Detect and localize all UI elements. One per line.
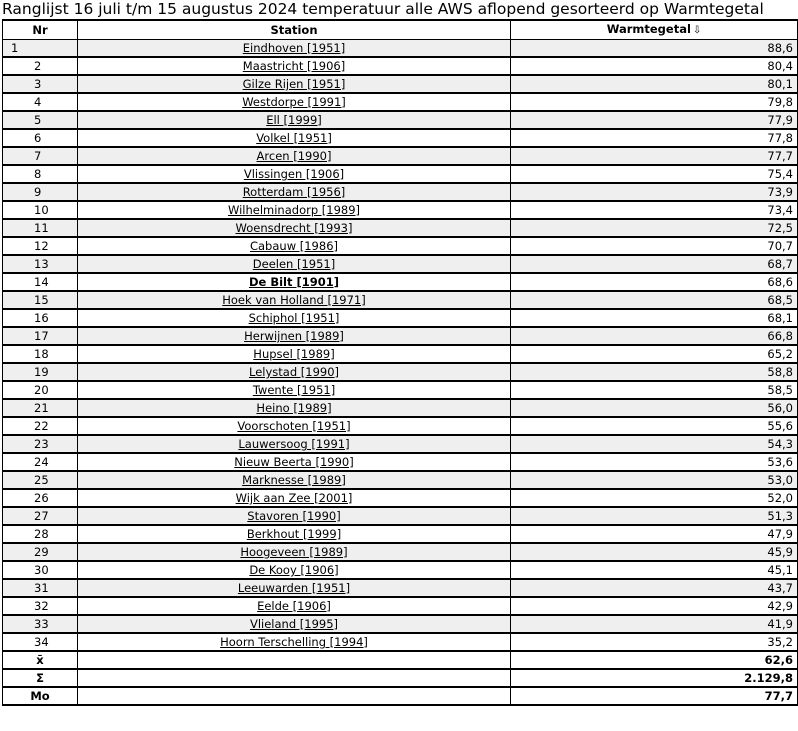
warmtegetal-cell: 68,5: [511, 291, 798, 309]
rank-cell: 32: [3, 597, 78, 615]
station-link[interactable]: Herwijnen [1989]: [244, 329, 344, 343]
warmtegetal-cell: 53,6: [511, 453, 798, 471]
rank-cell: 10: [3, 201, 78, 219]
header-row: [3, 20, 798, 40]
station-link[interactable]: Maastricht [1906]: [242, 59, 346, 73]
table-row: [3, 40, 798, 58]
station-cell: [78, 345, 511, 363]
warmtegetal-cell: 75,4: [511, 165, 798, 183]
summary-value: 62,6: [511, 651, 798, 669]
rank-cell: 2: [3, 57, 78, 75]
warmtegetal-cell: 43,7: [511, 579, 798, 597]
station-cell: [78, 615, 511, 633]
rank-cell: 31: [3, 579, 78, 597]
station-cell: [78, 183, 511, 201]
table-row: [3, 237, 798, 255]
station-link[interactable]: Eelde [1906]: [257, 599, 331, 613]
station-link[interactable]: Berkhout [1999]: [246, 527, 342, 541]
station-cell: [78, 273, 511, 291]
station-cell: [78, 165, 511, 183]
rank-cell: 18: [3, 345, 78, 363]
rank-cell: 26: [3, 489, 78, 507]
station-link[interactable]: Hupsel [1989]: [253, 347, 335, 361]
station-link[interactable]: Ell [1999]: [266, 113, 322, 127]
station-cell: [78, 57, 511, 75]
warmtegetal-cell: 47,9: [511, 525, 798, 543]
warmtegetal-cell: 68,6: [511, 273, 798, 291]
warmtegetal-cell: 73,4: [511, 201, 798, 219]
station-cell: [78, 381, 511, 399]
rank-cell: 22: [3, 417, 78, 435]
warmtegetal-cell: 55,6: [511, 417, 798, 435]
station-cell: [78, 201, 511, 219]
station-link[interactable]: Wilhelminadorp [1989]: [227, 203, 361, 217]
table-row: [3, 273, 798, 291]
table-row: [3, 399, 798, 417]
table-row: [3, 363, 798, 381]
station-cell: [78, 453, 511, 471]
rank-cell: 25: [3, 471, 78, 489]
rank-cell: 5: [3, 111, 78, 129]
station-link[interactable]: Vlieland [1995]: [249, 617, 339, 631]
station-cell: [78, 237, 511, 255]
station-cell: [78, 291, 511, 309]
station-link[interactable]: Hoogeveen [1989]: [240, 545, 348, 559]
warmtegetal-cell: 79,8: [511, 93, 798, 111]
page-title: Ranglijst 16 juli t/m 15 augustus 2024 temperatuur alle AWS aflopend gesorteerd op Warmtegetal: [2, 0, 764, 18]
station-cell: [78, 561, 511, 579]
station-cell: [78, 597, 511, 615]
station-cell: [78, 417, 511, 435]
table-row: [3, 507, 798, 525]
rank-cell: 19: [3, 363, 78, 381]
station-cell: [78, 525, 511, 543]
table-row: [3, 165, 798, 183]
summary-value: 77,7: [511, 687, 798, 705]
rank-cell: 28: [3, 525, 78, 543]
station-cell: [78, 93, 511, 111]
warmtegetal-cell: 77,8: [511, 129, 798, 147]
rank-cell: 3: [3, 75, 78, 93]
summary-label: x̄: [3, 651, 78, 669]
rank-cell: 1: [3, 40, 78, 58]
rank-cell: 16: [3, 309, 78, 327]
rank-cell: 4: [3, 93, 78, 111]
station-cell: [78, 471, 511, 489]
rank-cell: 30: [3, 561, 78, 579]
rank-cell: 11: [3, 219, 78, 237]
warmtegetal-cell: 77,7: [511, 147, 798, 165]
station-cell: [78, 219, 511, 237]
station-link[interactable]: Hoorn Terschelling [1994]: [220, 635, 368, 649]
station-link[interactable]: Rotterdam [1956]: [242, 185, 346, 199]
warmtegetal-cell: 73,9: [511, 183, 798, 201]
table-row: [3, 183, 798, 201]
station-cell: [78, 129, 511, 147]
table-row: [3, 579, 798, 597]
station-cell: [78, 633, 511, 651]
warmtegetal-cell: 77,9: [511, 111, 798, 129]
ranking-table: [2, 19, 798, 706]
table-row: [3, 75, 798, 93]
summary-empty-cell: [78, 651, 511, 669]
summary-label: Mo: [3, 687, 78, 705]
table-row: [3, 57, 798, 75]
rank-cell: 6: [3, 129, 78, 147]
station-link[interactable]: Cabauw [1986]: [249, 239, 338, 253]
warmtegetal-cell: 66,8: [511, 327, 798, 345]
warmtegetal-cell: 58,8: [511, 363, 798, 381]
table-row: [3, 147, 798, 165]
station-link[interactable]: Schiphol [1951]: [248, 311, 340, 325]
table-row: [3, 309, 798, 327]
table-row: [3, 615, 798, 633]
station-link[interactable]: Marknesse [1989]: [242, 473, 346, 487]
table-row: [3, 381, 798, 399]
station-link[interactable]: Heino [1989]: [256, 401, 332, 415]
rank-cell: 21: [3, 399, 78, 417]
table-row: [3, 327, 798, 345]
table-row: [3, 489, 798, 507]
station-link[interactable]: Westdorpe [1991]: [242, 95, 346, 109]
warmtegetal-cell: 53,0: [511, 471, 798, 489]
column-header-warmtegetal[interactable]: [511, 20, 798, 40]
station-cell: [78, 147, 511, 165]
rank-cell: 34: [3, 633, 78, 651]
station-link[interactable]: Twente [1951]: [252, 383, 336, 397]
warmtegetal-cell: 65,2: [511, 345, 798, 363]
warmtegetal-cell: 80,4: [511, 57, 798, 75]
warmtegetal-cell: 72,5: [511, 219, 798, 237]
warmtegetal-cell: 45,9: [511, 543, 798, 561]
station-cell: [78, 543, 511, 561]
table-row: [3, 345, 798, 363]
station-cell: [78, 255, 511, 273]
station-cell: [78, 40, 511, 58]
table-row: [3, 255, 798, 273]
warmtegetal-cell: 41,9: [511, 615, 798, 633]
table-row: [3, 219, 798, 237]
table-row: [3, 525, 798, 543]
rank-cell: 9: [3, 183, 78, 201]
station-cell: [78, 75, 511, 93]
station-link[interactable]: Lelystad [1990]: [248, 365, 340, 379]
table-row: [3, 111, 798, 129]
rank-cell: 15: [3, 291, 78, 309]
rank-cell: 33: [3, 615, 78, 633]
table-row: [3, 291, 798, 309]
summary-row-mean: [3, 651, 798, 669]
summary-row-mode: [3, 687, 798, 705]
station-link[interactable]: De Kooy [1906]: [249, 563, 339, 577]
station-link[interactable]: Vlissingen [1906]: [243, 167, 345, 181]
sort-descending-icon: ⇩: [692, 25, 702, 36]
summary-empty-cell: [78, 669, 511, 687]
station-link[interactable]: Volkel [1951]: [256, 131, 332, 145]
station-link[interactable]: Voorschoten [1951]: [237, 419, 351, 433]
station-cell: [78, 327, 511, 345]
rank-cell: 17: [3, 327, 78, 345]
rank-cell: 14: [3, 273, 78, 291]
rank-cell: 27: [3, 507, 78, 525]
table-row: [3, 93, 798, 111]
warmtegetal-cell: 70,7: [511, 237, 798, 255]
rank-cell: 20: [3, 381, 78, 399]
station-cell: [78, 435, 511, 453]
table-row: [3, 471, 798, 489]
table-row: [3, 129, 798, 147]
warmtegetal-cell: 58,5: [511, 381, 798, 399]
table-row: [3, 435, 798, 453]
station-cell: [78, 489, 511, 507]
station-link[interactable]: Gilze Rijen [1951]: [242, 77, 346, 91]
rank-cell: 8: [3, 165, 78, 183]
rank-cell: 7: [3, 147, 78, 165]
warmtegetal-cell: 42,9: [511, 597, 798, 615]
station-link[interactable]: Stavoren [1990]: [247, 509, 341, 523]
station-cell: [78, 507, 511, 525]
warmtegetal-cell: 45,1: [511, 561, 798, 579]
rank-cell: 12: [3, 237, 78, 255]
station-link[interactable]: Wijk aan Zee [2001]: [235, 491, 353, 505]
summary-value: 2.129,8: [511, 669, 798, 687]
station-link[interactable]: Hoek van Holland [1971]: [222, 293, 366, 307]
station-link[interactable]: Arcen [1990]: [256, 149, 332, 163]
station-cell: [78, 309, 511, 327]
rank-cell: 29: [3, 543, 78, 561]
column-header-warmtegetal-label: Warmtegetal: [606, 22, 691, 36]
table-row: [3, 561, 798, 579]
warmtegetal-cell: 51,3: [511, 507, 798, 525]
table-row: [3, 417, 798, 435]
station-cell: [78, 363, 511, 381]
table-row: [3, 597, 798, 615]
table-row: [3, 453, 798, 471]
station-link[interactable]: Eindhoven [1951]: [242, 41, 346, 55]
warmtegetal-cell: 68,7: [511, 255, 798, 273]
table-row: [3, 201, 798, 219]
warmtegetal-cell: 88,6: [511, 40, 798, 58]
rank-cell: 24: [3, 453, 78, 471]
station-link[interactable]: De Bilt [1901]: [248, 275, 340, 289]
station-cell: [78, 111, 511, 129]
station-link[interactable]: Woensdrecht [1993]: [235, 221, 353, 235]
warmtegetal-cell: 54,3: [511, 435, 798, 453]
station-cell: [78, 579, 511, 597]
warmtegetal-cell: 35,2: [511, 633, 798, 651]
warmtegetal-cell: 80,1: [511, 75, 798, 93]
rank-cell: 13: [3, 255, 78, 273]
column-header-nr[interactable]: Nr: [3, 20, 78, 40]
warmtegetal-cell: 68,1: [511, 309, 798, 327]
column-header-station[interactable]: Station: [78, 20, 511, 40]
summary-empty-cell: [78, 687, 511, 705]
station-link[interactable]: Nieuw Beerta [1990]: [234, 455, 354, 469]
station-link[interactable]: Deelen [1951]: [252, 257, 336, 271]
station-cell: [78, 399, 511, 417]
rank-cell: 23: [3, 435, 78, 453]
station-link[interactable]: Leeuwarden [1951]: [237, 581, 351, 595]
summary-row-sum: [3, 669, 798, 687]
table-row: [3, 633, 798, 651]
summary-label: Σ: [3, 669, 78, 687]
warmtegetal-cell: 56,0: [511, 399, 798, 417]
station-link[interactable]: Lauwersoog [1991]: [238, 437, 350, 451]
warmtegetal-cell: 52,0: [511, 489, 798, 507]
table-row: [3, 543, 798, 561]
